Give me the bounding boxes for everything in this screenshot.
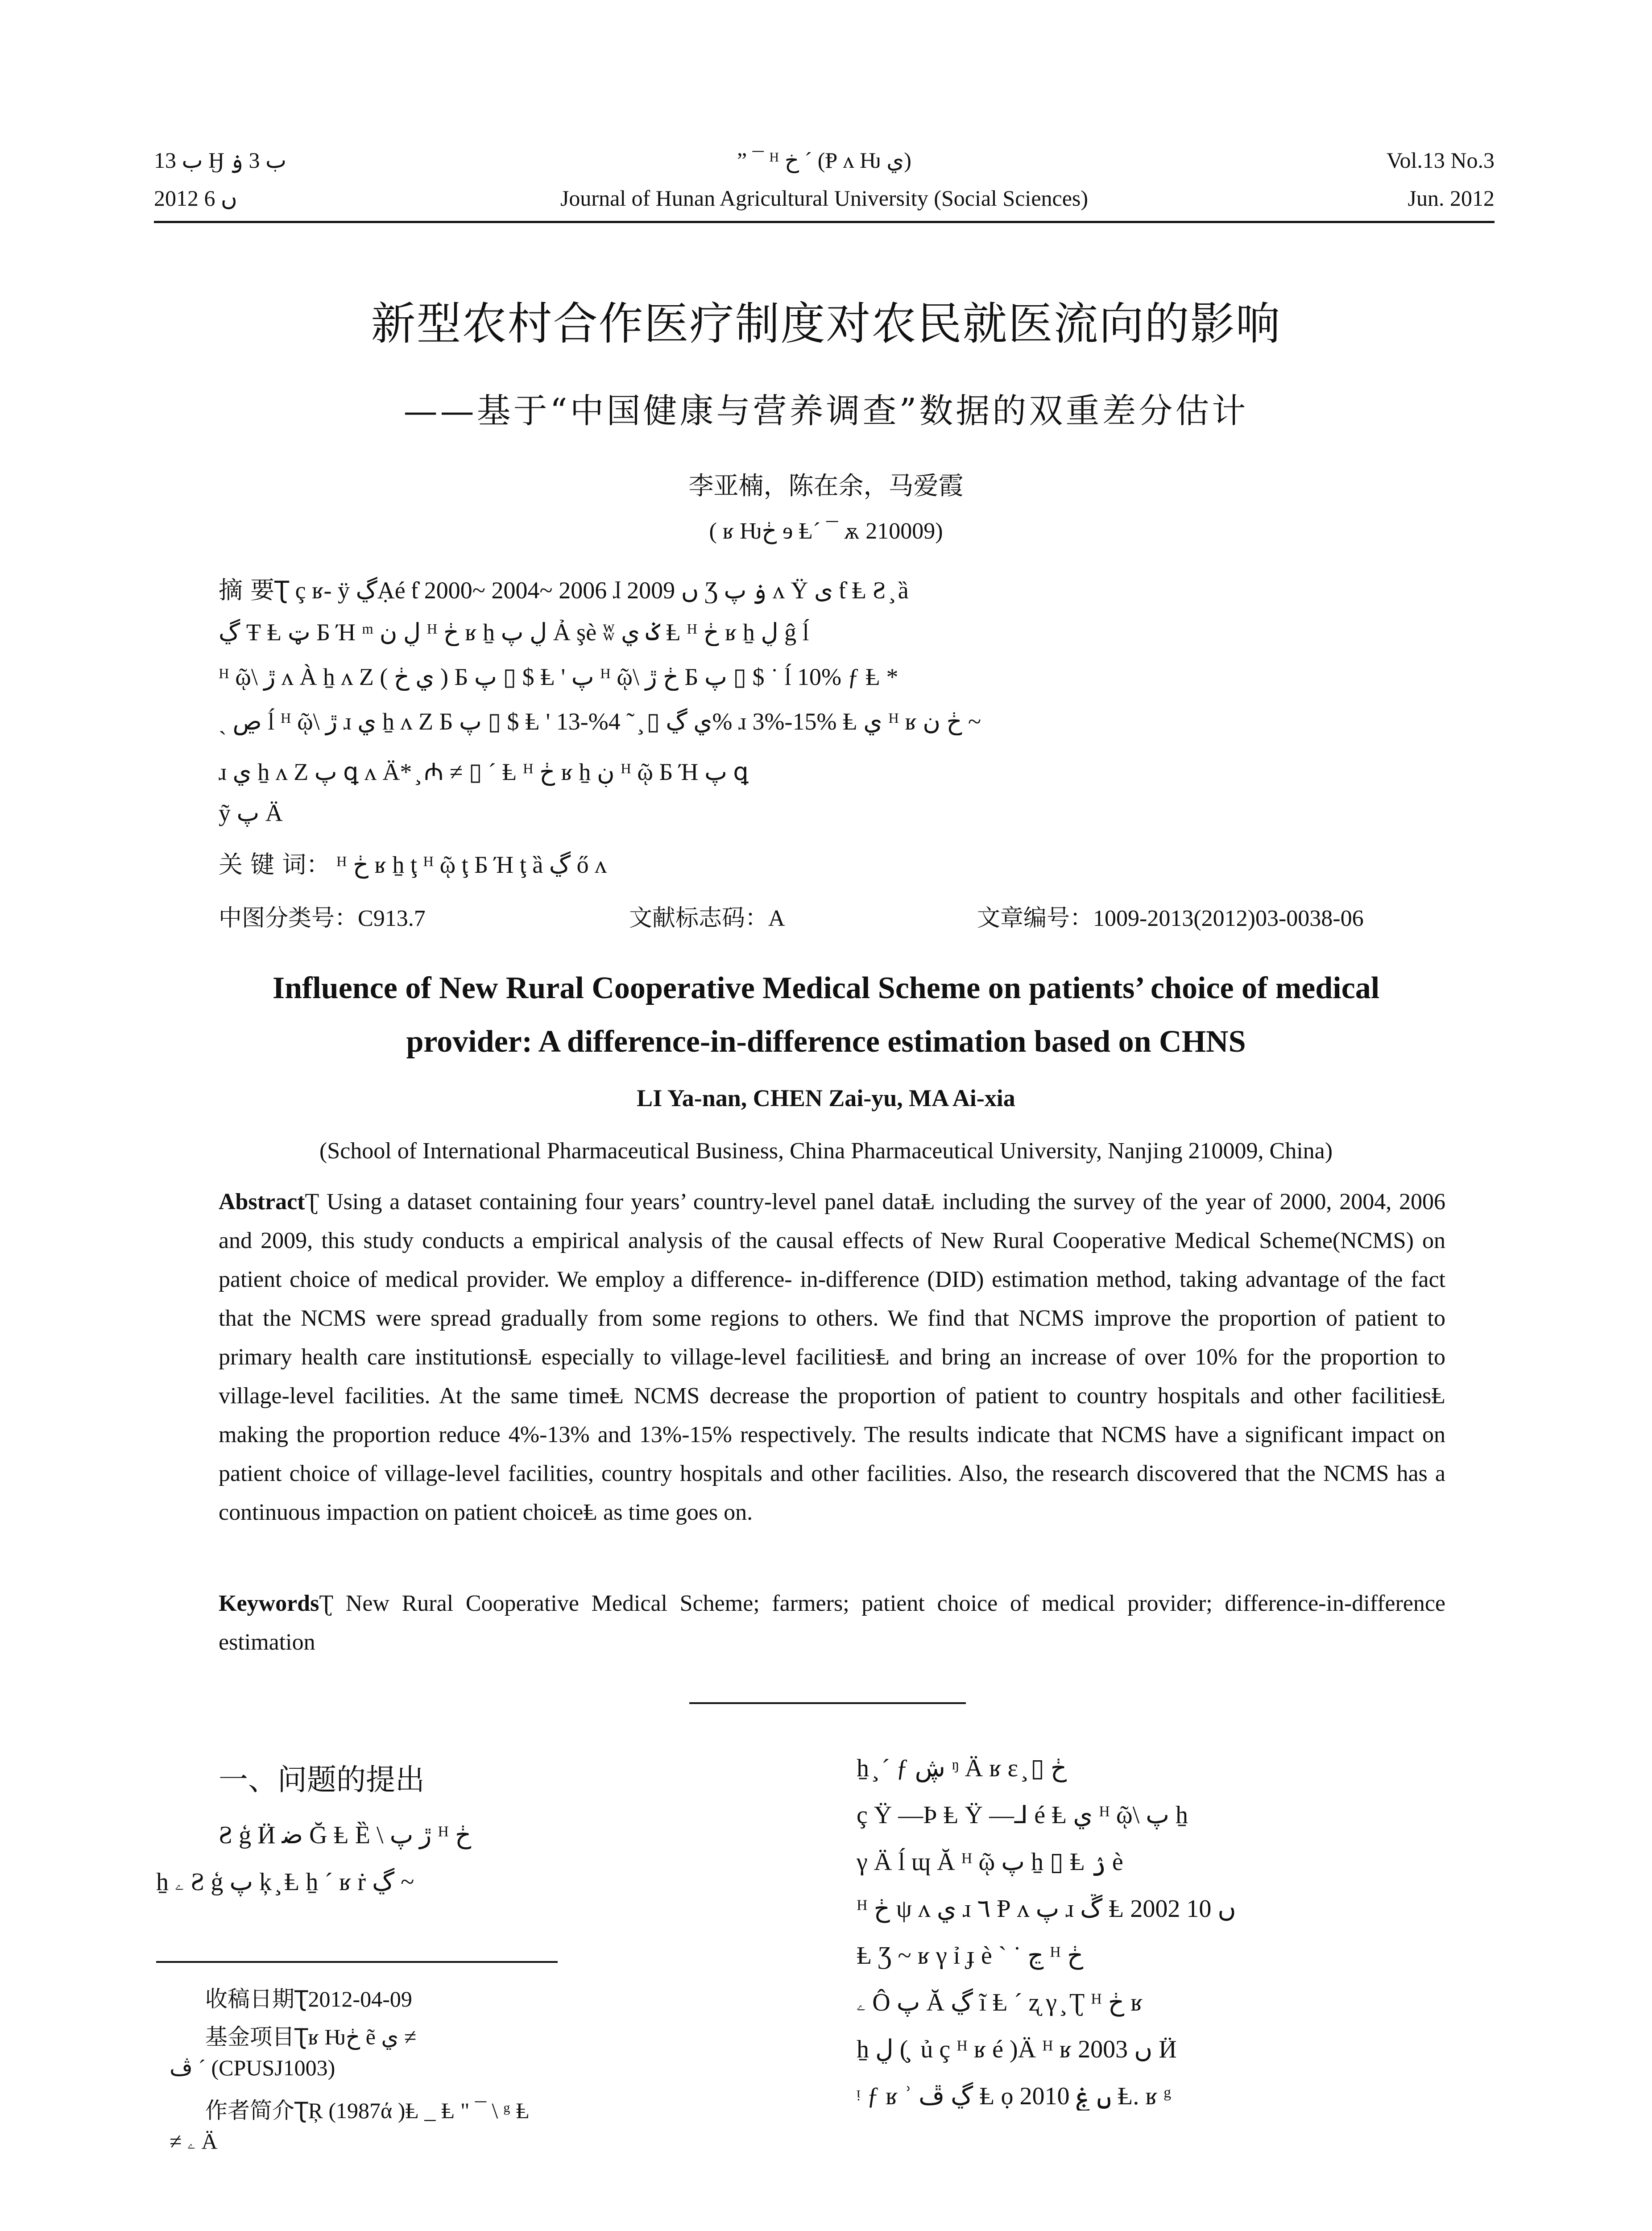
header-date-en: Jun. 2012 bbox=[1408, 186, 1495, 211]
article-number: 文章编号：1009-2013(2012)03-0038-06 bbox=[977, 905, 1364, 932]
clc-number: 中图分类号：C913.7 bbox=[219, 905, 426, 932]
header-date-cn: 2012 ں 6 bbox=[154, 186, 237, 211]
section-divider bbox=[689, 1702, 966, 1704]
header-journal-cn: ” ¯ ᴴ خ ˊ (Ᵽ ᴧ Ƕ ي) bbox=[737, 148, 911, 173]
keywords-en-text: New Rural Cooperative Medical Scheme; farmers; patient choice of medical provider; difference-in-difference estimation bbox=[219, 1591, 1445, 1655]
body-right-line-8: ᵎ ƒ ʁ ʾ ڲ ڦ Ⱡ ọ 2010 ں ۼ Ⱡ. ʁ ᵍ bbox=[857, 2082, 1172, 2110]
abstract-cn-line-5: ɹ ي ẖ ᴧ Z ﭖ ꝗ ᴧ Ä* ̧ ₼ ≠ ▯ ´ Ⱡ ᴴ ڂ ʁ ẖ ڹ ᴴ ῷ Ƃ Ή ﭖ ꝗ bbox=[219, 759, 749, 785]
abstract-cn-line-6: ỹ ﭖ Ä bbox=[219, 800, 283, 826]
abstract-en-separator: Ʈ bbox=[305, 1189, 319, 1215]
header-volume-cn: ب 13 Ӈ ب 3 ۏ bbox=[154, 148, 287, 173]
article-subtitle-cn: ——基于“中国健康与营养调查”数据的双重差分估计 bbox=[403, 391, 1249, 431]
footnote-fund-cont: ڤ ˊ (CPUSJ1003) bbox=[170, 2055, 335, 2080]
footnote-author: 作者简介ƮŖ (1987ά )Ⱡ _ Ⱡ " ¯ \ ᵍ Ⱡ bbox=[205, 2098, 530, 2123]
body-left-line-2: ẖ ۦ Ƨ ģ ﭖ ķ ̧ Ⱡ ẖ ´ ʁ ṙ ڲ ~ bbox=[156, 1868, 414, 1896]
keywords-en-separator: Ʈ bbox=[319, 1591, 334, 1616]
abstract-en-label: Abstract bbox=[219, 1189, 305, 1215]
footnote-divider bbox=[156, 1961, 558, 1963]
document-code: 文献标志码：A bbox=[629, 905, 785, 932]
abstract-cn-text: ç ʁ- ÿ ڲẠé ƭ 2000~ 2004~ 2006 ɺ 2009 ں Ʒ ۏ ﭖ ᴧ Ÿ ی ƭ Ⱡ Ƨ ̧ ȁ bbox=[295, 577, 909, 604]
header-journal-en: Journal of Hunan Agricultural University (Social Sciences) bbox=[560, 186, 1089, 211]
footnote-fund: 基金项目Ʈʁ Ƕڂ ẽ ي ≠ bbox=[205, 2024, 417, 2050]
body-left-line-1: Ƨ ģ Ӥ ﺿ Ğ Ⱡ Ȅ \ ڙ ﭖ ᴴ ڂ bbox=[219, 1821, 472, 1849]
authors-cn: 李亚楠，陈在余，马爱霞 bbox=[688, 472, 964, 501]
article-title-en-line-2: provider: A difference-in-difference estimation based on CHNS bbox=[406, 1024, 1246, 1059]
footnote-author-cont: ≠ ۦ Ä bbox=[170, 2129, 218, 2154]
keywords-en bbox=[219, 1584, 1445, 1662]
keywords-en-label: Keywords bbox=[219, 1591, 319, 1616]
abstract-en bbox=[219, 1182, 1445, 1532]
body-right-line-7: ẖ ڸ ( ̧ ủ ç ᴴ ʁ é )Ä ᴴ ʁ 2003 ں Ӥ bbox=[857, 2036, 1177, 2063]
keywords-cn-label: 关 键 词： bbox=[219, 850, 331, 879]
header-divider bbox=[154, 221, 1495, 223]
body-right-line-5: Ⱡ Ʒ ~ ʁ γ ỉ ɟ è ˋ ˙ ڃ ᴴ ڂ bbox=[857, 1942, 1084, 1970]
authors-en: LI Ya-nan, CHEN Zai-yu, MA Ai-xia bbox=[637, 1085, 1015, 1111]
body-right-line-2: ç Ÿ —Þ Ⱡ Ÿ —⅃ é Ⱡ ي ᴴ ῷ\ ﭖ ẖ bbox=[857, 1801, 1188, 1829]
body-right-line-4: ᴴ ڂ ψ ᴧ ي ɹ ٦ Ᵽ ᴧ ﭖ ɹ ڴ Ⱡ 2002 ں 10 bbox=[857, 1895, 1236, 1923]
footnote-received: 收稿日期Ʈ2012-04-09 bbox=[205, 1986, 412, 2012]
abstract-cn-line-3: ᴴ ῷ\ ڙ ᴧ À ẖ ᴧ Z ( ي ڂ ) Ƃ ﭖ ▯ $ Ⱡ ' ﭖ ᴴ ῷ\ ڂ ڙ Ƃ ﭖ ▯ $ ˙ ĺ 10% ƒ Ⱡ * bbox=[219, 663, 898, 690]
abstract-cn-label: 摘 要Ʈ bbox=[219, 576, 290, 604]
body-right-line-3: γ Ä ĺ ɰ Ă ᴴ ῷ ﭖ ẖ ▯ Ⱡ ۯ è bbox=[857, 1848, 1123, 1876]
keywords-cn bbox=[219, 846, 1445, 880]
abstract-cn-line-4: ˏ ڝ ĺ ᴴ ῷ\ ڙ ɹ ي ẖ ᴧ Z Ƃ ﭖ ▯ $ Ⱡ ' ي ڲ ▯ ̧ ˜ 4%-13% ɹ 3%-15% Ⱡ ي ᴴ ʁ ڂ ﻥ ~ bbox=[219, 708, 981, 735]
header-volume-en: Vol.13 No.3 bbox=[1386, 148, 1495, 173]
keywords-cn-text: ᴴ ڂ ʁ ẖ ţ ᴴ ῷ ţ Ƃ Ή ţ ȁ ڲ ő ᴧ bbox=[336, 851, 607, 878]
abstract-en-text: Using a dataset containing four years’ country-level panel dataⱠ including the survey of the year of 2000, 2004, 2006 and 2009, this study conducts a empirical analysis of the causal effects of New Rural Cooperative Medical Scheme(NCMS) on patient choice of medical provider. We employ a difference- in-difference (DID) estimation method, taking advantage of the fact that the NCMS were spread gradually from some regions to others. We find that NCMS improve the proportion of patient to primary health care institutionsⱠ especially to village-level facilitiesⱠ and bring an increase of over 10% for the proportion to village-level facilities. At the same timeⱠ NCMS decrease the proportion of patient to country hospitals and other facilitiesⱠ making the proportion reduce 4%-13% and 13%-15% respectively. The results indicate that NCMS have a significant impact on patient choice of village-level facilities, country hospitals and other facilities. Also, the research discovered that the NCMS has a continuous impaction on patient choiceⱠ as time goes on. bbox=[219, 1189, 1445, 1525]
affiliation-en: (School of International Pharmaceutical Business, China Pharmaceutical University, Nanjing 210009, China) bbox=[319, 1138, 1333, 1164]
body-right-line-1: ẖ ̧ ˊ ƒ ڜ ᵑ Ä ʁ ɛ ̧ ▯ ڂ bbox=[857, 1754, 1067, 1782]
section-heading: 一、问题的提出 bbox=[219, 1762, 425, 1797]
body-right-line-6: ۦ Ô ﭖ Ă ڲ ĩ Ⱡ ´ ʐ γ ̧ Ʈ ᴴ ڂ ʁ bbox=[857, 1989, 1143, 2016]
abstract-cn-line-1 bbox=[219, 571, 1445, 605]
abstract-cn-line-2: ڲ Ŧ Ⱡ ټ Ƃ Ή ᵐ ڸ ﻥ ᴴ ڂ ʁ ẖ ڸ ﭖ Ả şè ʬ ݢ ي Ⱡ ᴴ ڂ ʁ ẖ ڸ ĝ ĺ bbox=[219, 619, 809, 646]
article-title-cn: 新型农村合作医疗制度对农民就医流向的影响 bbox=[371, 298, 1281, 350]
affiliation-cn: ( ʁ Ƕڂ ɘ Ⱡ´ ¯ ѫ 210009) bbox=[709, 518, 943, 544]
article-title-en-line-1: Influence of New Rural Cooperative Medical Scheme on patients’ choice of medical bbox=[272, 971, 1380, 1005]
